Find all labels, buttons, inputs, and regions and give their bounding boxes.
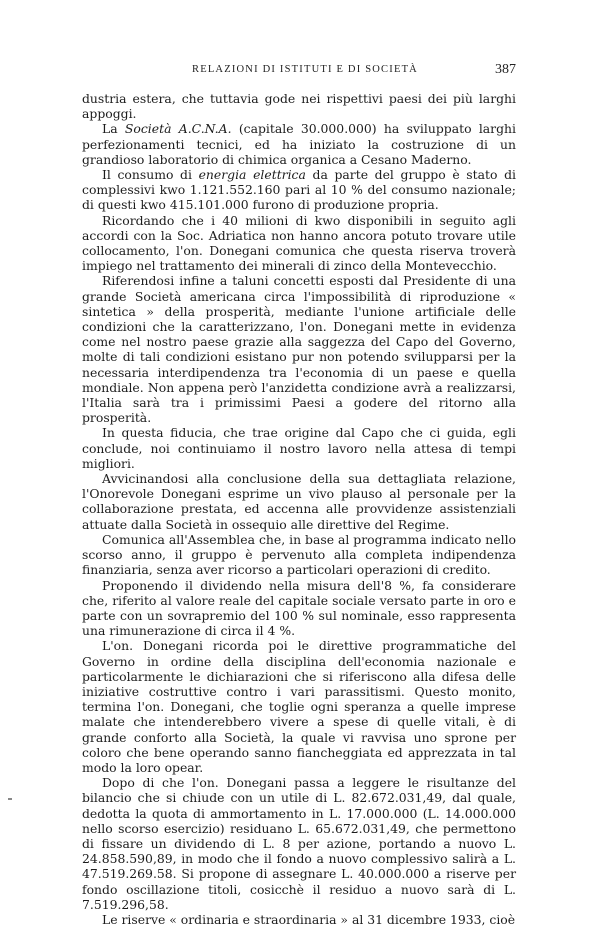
paragraph-kwo: Ricordando che i 40 milioni di kwo disponibili in seguito agli accordi con la Soc. Adriatica non hanno ancora potuto trovare utile collocamento, l'on. Donegani comunica che questa riserva troverà impiego nel trattamento dei minerali di zinco della Montevecchio. bbox=[82, 212, 516, 274]
paragraph-reserves: Le riserve « ordinaria e straordinaria » al 31 dicembre 1933, cioè bbox=[102, 911, 516, 927]
paragraph-balance-sheet: Dopo di che l'on. Donegani passa a leggere le risultanze del bilancio che si chiude con un utile di L. 82.672.031,49, dal quale, dedotta la quota di ammortamento in L. 17.000.000 (L. 14.000.000 nello scorso esercizio) residuano L. 65.672.031,49, che permettono di fissare un dividendo di L. 8 per azione, portando a nuovo L. 24.858.590,89, in modo che il fondo a nuovo complessivo salirà a L. 47.519.269.58. Si propone di assegnare L. 40.000.000 a riserve per fondo oscillazione titoli, cosicchè il residuo a nuovo sarà di L. 7.519.296,58. bbox=[82, 775, 516, 912]
scan-edge-mark bbox=[8, 798, 12, 800]
page-number: 387 bbox=[495, 62, 516, 77]
paragraph-dividend: Proponendo il dividendo nella misura dell'8 %, fa considerare che, riferito al valore reale del capitale sociale versato parte in oro e parte con un sovrapremio del 100 % sul nominale, esso rappresenta una rimunerazione di circa il 4 %. bbox=[82, 577, 516, 639]
body-text bbox=[82, 91, 516, 927]
paragraph-acna: La Società A.C.N.A. (capitale 30.000.000) ha sviluppato larghi perfezionamenti tecnici, ed ha iniziato la costruzione di un grandioso laboratorio di chimica organica a Cesano Maderno. bbox=[82, 121, 516, 167]
paragraph-government-directives: L'on. Donegani ricorda poi le direttive programmatiche del Governo in ordine della disciplina dell'economia nazionale e particolarmente le dichiarazioni che si riferiscono alla difesa delle iniziative costruttive contro i vari parassitismi. Questo monito, termina l'on. Donegani, che toglie ogni speranza a quelle imprese malate che intenderebbero vivere a spese di quelle vitali, è di grande conforto alla Società, la quale vi ravvisa uno sprone per coloro che bene operando sanno fiancheggiata ed apprezzata in tal modo la loro opear. bbox=[82, 638, 516, 775]
paragraph-energy: Il consumo di energia elettrica da parte del gruppo è stato di complessivi kwo 1.121.552.160 pari al 10 % del consumo nazionale; di questi kwo 415.101.000 furono di produzione propria. bbox=[82, 167, 516, 213]
page-header bbox=[82, 64, 516, 84]
paragraph-conclusion: Avvicinandosi alla conclusione della sua dettagliata relazione, l'Onorevole Donegani esprime un vivo plauso al personale per la collaborazione prestata, ed accenna alle provvidenze assistenziali attuate dalla Società in ossequio alle direttive del Regime. bbox=[82, 471, 516, 532]
running-title: RELAZIONI DI ISTITUTI E DI SOCIETÀ bbox=[192, 64, 418, 75]
paragraph-continuation: dustria estera, che tuttavia gode nei rispettivi paesi dei più larghi appoggi. bbox=[82, 91, 516, 122]
acna-italic: Società A.C.N.A. bbox=[124, 121, 232, 137]
paragraph-prosperity: Riferendosi infine a taluni concetti esposti dal Presidente di una grande Società americana circa l'impossibilità di riproduzione « sintetica » della prosperità, mediante l'unione artificiale delle condizioni che la caratterizzano, l'on. Donegani mette in evidenza come nel nostro paese grazie alla saggezza del Capo del Governo, molte di tali condizioni esistano pur non potendo svilupparsi per la necessaria interdipendenza tra l'economia di un paese e quella mondiale. Non appena però l'anzidetta condizione avrà a realizzarsi, l'Italia sarà tra i primissimi Paesi a godere del ritorno alla prosperità. bbox=[82, 273, 516, 426]
paragraph-confidence: In questa fiducia, che trae origine dal Capo che ci guida, egli conclude, noi continuiamo il nostro lavoro nella attesa di tempi migliori. bbox=[82, 425, 516, 471]
energy-italic: energia elettrica bbox=[198, 167, 306, 183]
paragraph-financial-independence: Comunica all'Assemblea che, in base al programma indicato nello scorso anno, il gruppo è pervenuto alla completa indipendenza finanziaria, senza aver ricorso a particolari operazioni di credito. bbox=[82, 531, 516, 578]
